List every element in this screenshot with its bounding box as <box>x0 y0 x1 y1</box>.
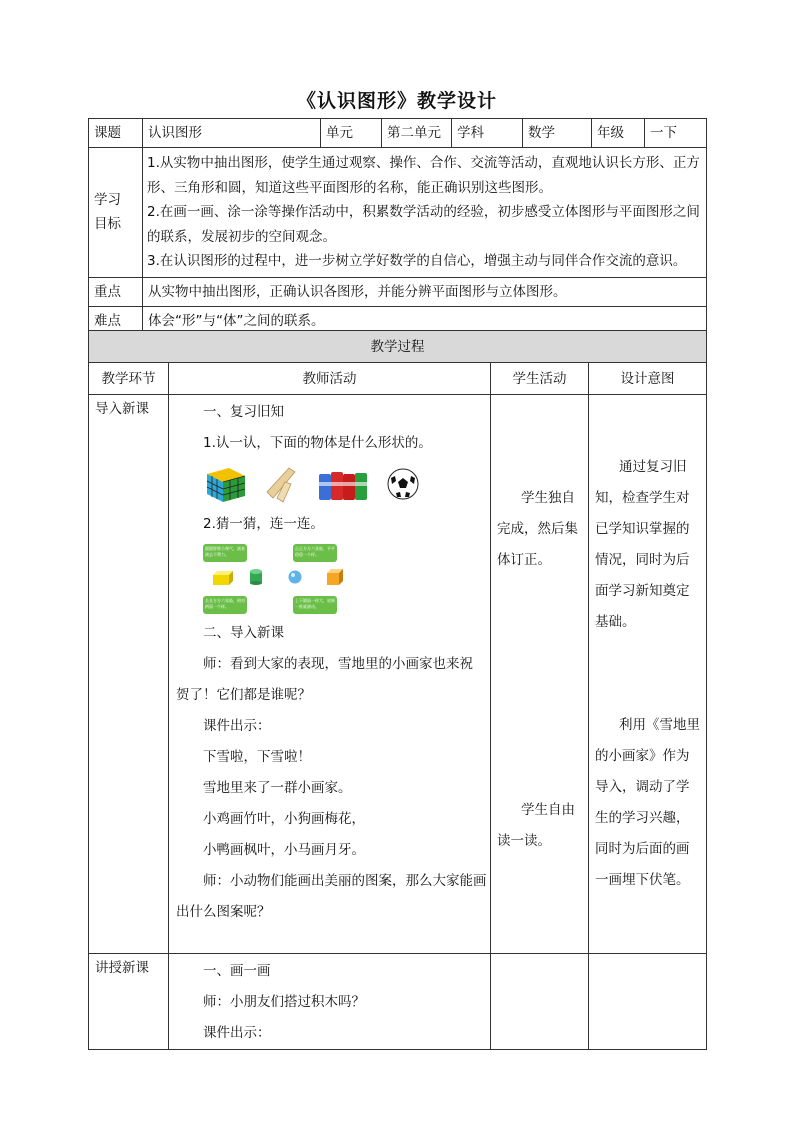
unit-label: 单元 <box>321 119 382 148</box>
teacher-activity-intro <box>169 395 491 954</box>
student-line: 学生自由 <box>521 802 575 818</box>
cuboid-icon <box>213 571 233 585</box>
matching-exercise <box>203 540 363 618</box>
teacher-line: 出什么图案呢？ <box>176 904 271 920</box>
wooden-blocks-icon <box>265 464 301 504</box>
info-row-course <box>89 119 707 148</box>
teacher-line: 小鸭画枫叶，小马画月牙。 <box>203 842 365 858</box>
process-table <box>88 330 707 1050</box>
process-band: 教学过程 <box>89 331 707 363</box>
student-line: 完成，然后集 <box>497 521 578 537</box>
riddle-bubble: 圆圆胖胖小淘气，滚来滚去不费力。 <box>203 544 247 562</box>
teacher-line: 2.猜一猜，连一连。 <box>203 516 324 532</box>
teacher-line: 1.认一认，下面的物体是什么形状的。 <box>203 435 432 451</box>
intent-line: 通过复习旧 <box>619 459 687 475</box>
teacher-line: 下雪啦，下雪啦！ <box>203 749 311 765</box>
goal-2: 2.在画一画、涂一涂等操作活动中，积累数学活动的经验，初步感受立体图形与平面图形之间的联系，发展初步的空间观念。 <box>147 204 700 245</box>
document-title: 《认识图形》教学设计 <box>296 90 497 112</box>
sphere-icon <box>288 570 302 584</box>
student-line: 体订正。 <box>497 552 551 568</box>
header-teacher: 教师活动 <box>169 363 491 395</box>
header-stage: 教学环节 <box>89 363 169 395</box>
intent-line: 生的学习兴趣， <box>595 810 690 826</box>
student-line: 读一读。 <box>497 833 551 849</box>
process-header-row <box>89 363 707 395</box>
stage-intro <box>89 395 169 954</box>
header-intent: 设计意图 <box>589 363 707 395</box>
intent-line: 已学知识掌握的 <box>595 521 690 537</box>
teacher-line: 师：小动物们能画出美丽的图案，那么大家能画 <box>203 873 487 889</box>
grade-value: 一下 <box>645 119 707 148</box>
intent-line: 同时为后面的画 <box>595 841 690 857</box>
cube-icon <box>327 569 343 585</box>
key-value: 从实物中抽出图形，正确认识各图形，并能分辨平面图形与立体图形。 <box>143 277 707 306</box>
rubiks-cube-icon <box>203 464 249 504</box>
design-intent-intro <box>589 395 707 954</box>
design-intent-new <box>589 954 707 1050</box>
subject-label: 学科 <box>452 119 523 148</box>
intent-line: 面学习新知奠定 <box>595 583 690 599</box>
process-row-new <box>89 954 707 1050</box>
unit-value: 第二单元 <box>382 119 452 148</box>
object-pictures <box>169 459 490 509</box>
info-table <box>88 118 707 336</box>
teacher-line: 雪地里来了一群小画家。 <box>203 780 352 796</box>
stage-new <box>89 954 169 1050</box>
cylinder-icon <box>250 569 262 585</box>
goals-cell <box>143 148 707 278</box>
subject-value: 数学 <box>523 119 592 148</box>
cans-icon <box>317 464 369 504</box>
teacher-line: 课件出示： <box>203 1025 271 1041</box>
teacher-line: 贺了！它们都是谁呢？ <box>176 687 311 703</box>
intent-line: 知，检查学生对 <box>595 490 690 506</box>
goal-3: 3.在认识图形的过程中，进一步树立学好数学的自信心，增强主动与同伴合作交流的意识。 <box>147 253 687 269</box>
header-student: 学生活动 <box>491 363 589 395</box>
intent-line: 情况，同时为后 <box>595 552 690 568</box>
teacher-line: 师：小朋友们搭过积木吗？ <box>203 994 365 1010</box>
goal-1: 1.从实物中抽出图形，使学生通过观察、操作、合作、交流等活动，直观地认识长方形、正方形、三角形和圆，知道这些平面图形的名称，能正确识别这些图形。 <box>147 155 700 196</box>
grade-label: 年级 <box>592 119 645 148</box>
student-activity-intro <box>491 395 589 954</box>
process-row-intro <box>89 395 707 954</box>
goals-label <box>89 148 143 278</box>
teacher-line: 课件出示： <box>203 718 271 734</box>
soccer-ball-icon <box>385 466 421 502</box>
goals-label-text: 学习目标 <box>94 192 121 233</box>
teacher-line: 师：看到大家的表现，雪地里的小画家也来祝 <box>203 656 473 672</box>
stage-new-text: 讲授新课 <box>95 960 149 976</box>
course-label: 课题 <box>89 119 143 148</box>
riddle-bubble: 上下圆面一样大，放倒一推就滚动。 <box>293 596 337 614</box>
teacher-line: 一、复习旧知 <box>203 404 284 420</box>
student-line: 学生独自 <box>521 490 575 506</box>
intent-line: 利用《雪地里 <box>619 717 700 733</box>
student-activity-new <box>491 954 589 1050</box>
riddle-bubble: 正正方方六张脸，平平稳稳一个样。 <box>293 544 337 562</box>
info-row-key <box>89 277 707 306</box>
intent-line: 基础。 <box>595 614 636 630</box>
stage-intro-text: 导入新课 <box>95 401 149 417</box>
teacher-line: 二、导入新课 <box>203 625 284 641</box>
intent-line: 的小画家》作为 <box>595 748 690 764</box>
difficulty-value: 体会“形”与“体”之间的联系。 <box>143 306 707 335</box>
course-value: 认识图形 <box>143 119 321 148</box>
riddle-bubble: 长长方方六张脸，相对两面一个样。 <box>203 596 247 614</box>
teacher-line: 小鸡画竹叶，小狗画梅花， <box>203 811 365 827</box>
key-label: 重点 <box>89 277 143 306</box>
teacher-activity-new <box>169 954 491 1050</box>
difficulty-label: 难点 <box>89 306 143 335</box>
intent-line: 导入，调动了学 <box>595 779 690 795</box>
intent-line: 一画埋下伏笔。 <box>595 872 690 888</box>
info-row-goals <box>89 148 707 278</box>
teacher-line: 一、画一画 <box>203 963 271 979</box>
